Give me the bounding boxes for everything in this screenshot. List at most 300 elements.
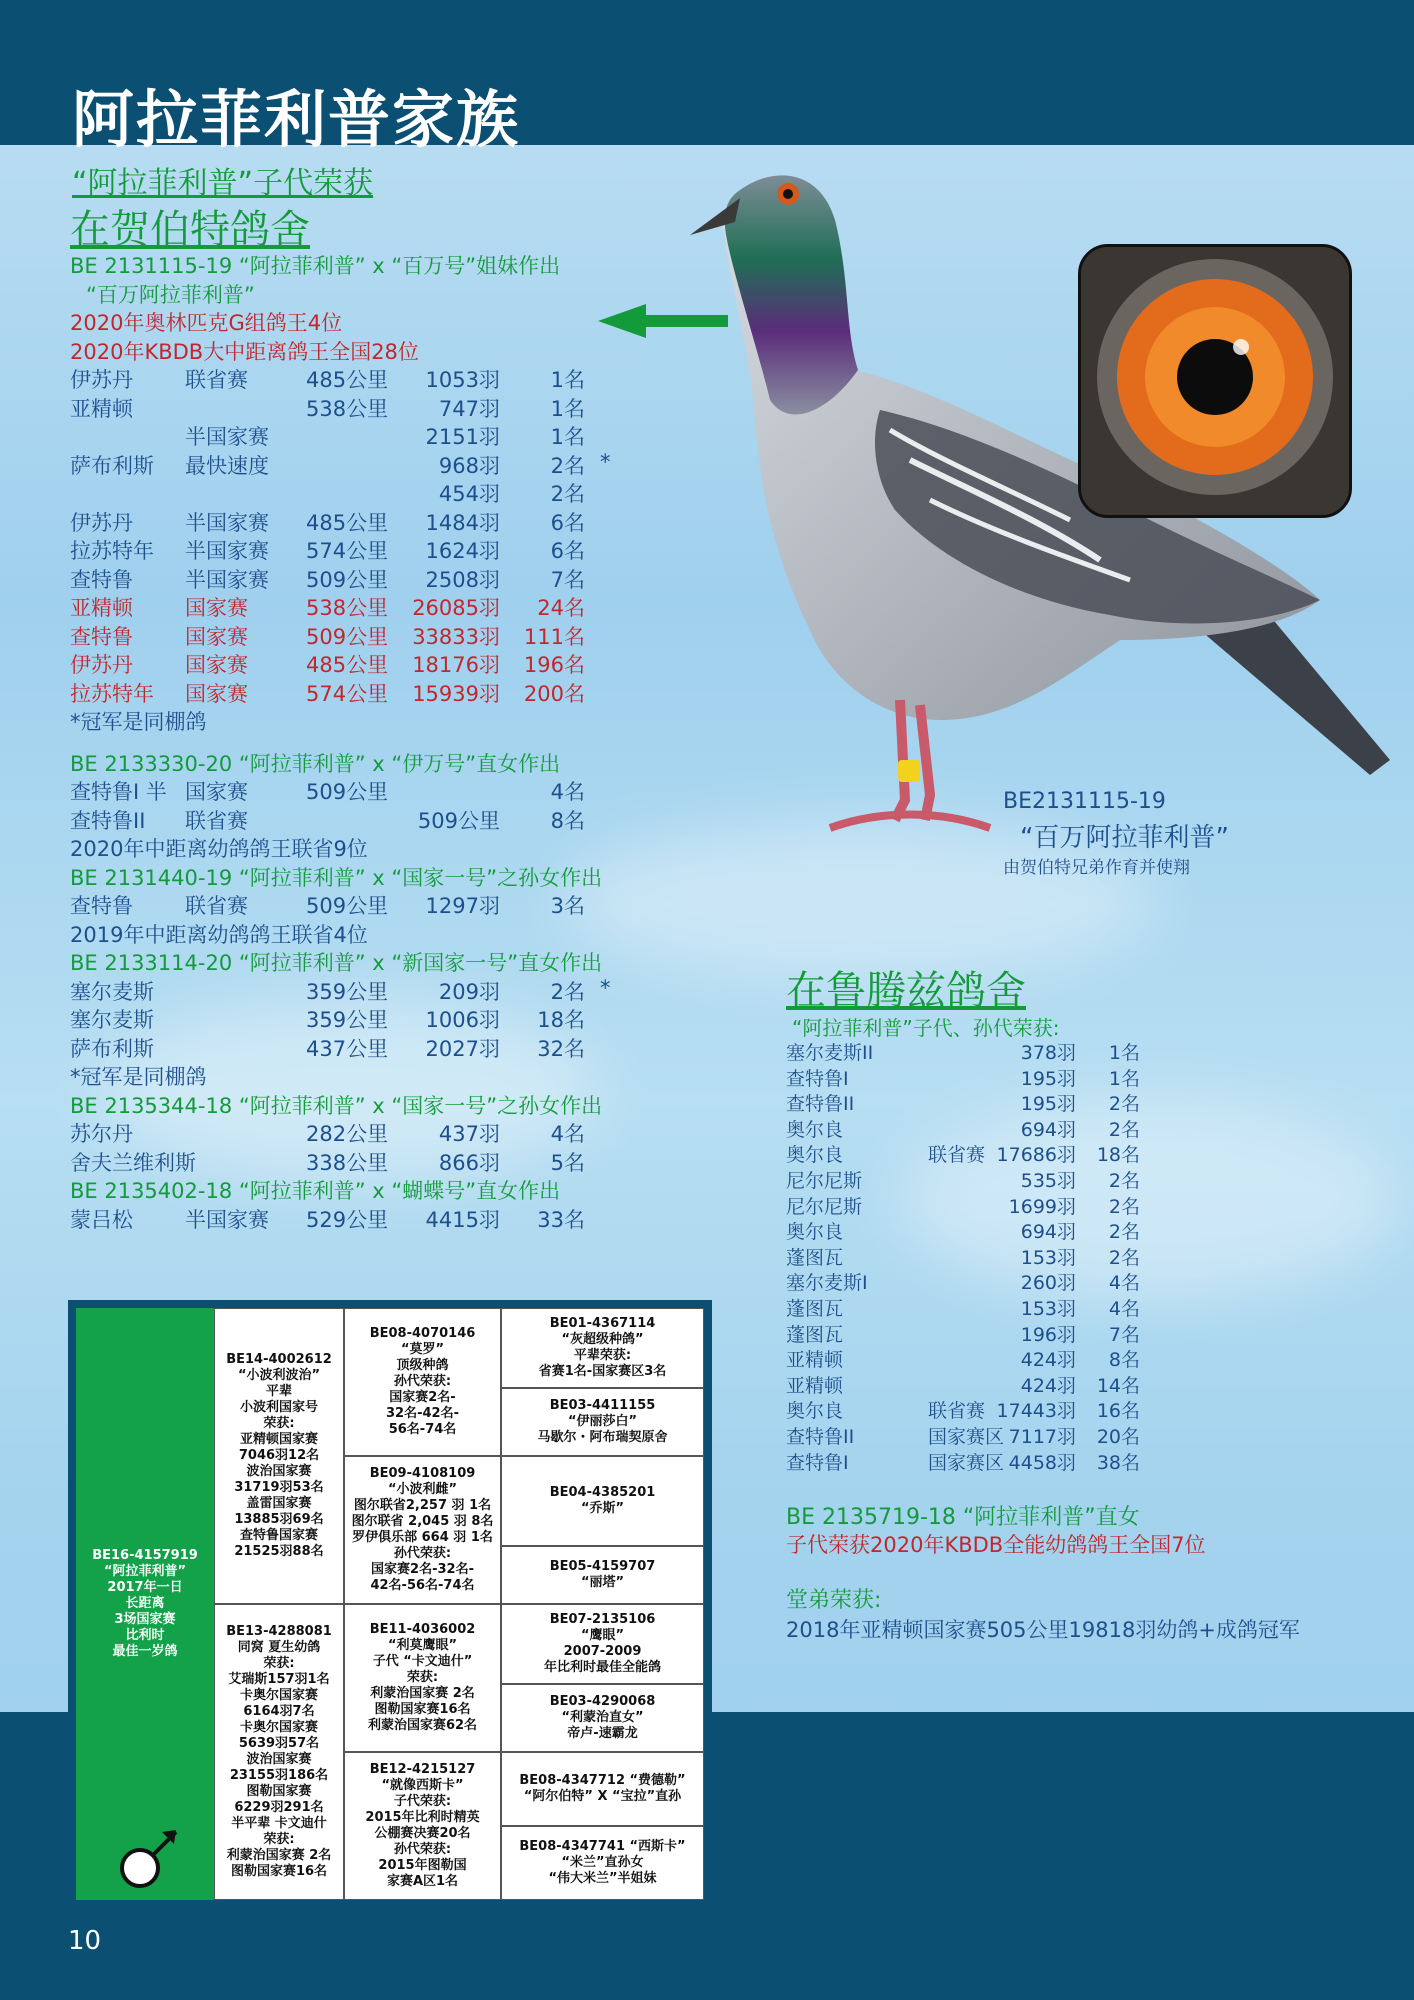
pedigree-line: “莫罗” [400,1342,445,1357]
result-cell: 359公里 [306,979,389,1004]
loft-result-cell: 联省赛 [928,1144,986,1167]
loft-result-cell: 4458羽 [1008,1451,1076,1474]
loft-result-cell: 38名 [1096,1451,1140,1474]
result-row [70,976,630,1004]
pedigree-line: 荣获: [263,1832,295,1847]
loft-result-row [786,1422,1186,1447]
result-cell: 1484羽 [425,510,500,535]
pedigree-line: 图勒国家赛 [246,1784,312,1799]
loft-result-cell: 查特鲁II [786,1426,855,1448]
result-cell: 538公里 [306,596,389,620]
result-row [70,450,630,478]
loft-result-cell: 16名 [1096,1400,1140,1423]
result-row [70,776,630,804]
result-cell: 1006羽 [425,1008,500,1032]
pedigree-line: “米兰”直孙女 [561,1855,644,1870]
loft-result-cell: 378羽 [1020,1042,1076,1064]
result-cell: 1名 [550,396,585,421]
result-row [70,649,630,677]
result-cell: 亚精顿 [70,596,133,620]
pedigree-line: “伟大米兰”半姐妹 [548,1871,657,1886]
result-cell: 574公里 [306,539,389,563]
page-title: 阿拉菲利普家族 [72,83,521,156]
result-cell: 6名 [550,510,585,535]
result-cell: 200名 [523,681,585,706]
result-cell: 968羽 [438,453,500,478]
pedigree-line: 罗伊俱乐部 664 羽 1名 [352,1530,493,1545]
pedigree-line: 2017年一日 [107,1580,183,1595]
pedigree-line: 6164羽7名 [243,1704,315,1719]
loft-result-row [786,1448,1186,1473]
result-cell: 485公里 [306,653,389,677]
result-cell: 查特鲁 [70,567,133,592]
result-cell: 1名 [550,425,585,449]
loft-result-row [786,1371,1186,1396]
loft-result-cell: 国家赛区 [928,1426,1005,1448]
pedigree-line: 利蒙治国家赛62名 [367,1718,478,1733]
pedigree-line: BE16-4157919 [92,1548,198,1563]
result-cell: 1053羽 [425,368,500,392]
pedigree-line: 图尔联省 2,045 羽 8名 [351,1514,494,1529]
pigeon-name: “百万阿拉菲利普” [1020,823,1229,853]
pedigree-line: 图勒国家赛16名 [230,1864,328,1879]
pedigree-line: 56名-74名 [388,1422,457,1437]
loft-result-row [786,1243,1186,1268]
pedigree-line: 顶级种鸽 [396,1358,449,1373]
pedigree-line: “利莫鹰眼” [387,1638,458,1653]
result-cell: 485公里 [306,510,389,535]
result-row [70,1033,630,1061]
pedigree-line: 家赛A区1名 [386,1874,459,1889]
result-cell: 1624羽 [425,539,500,563]
result-cell: 伊苏丹 [70,653,133,677]
result-cell: 33833羽 [412,624,500,649]
result-cell: 509公里 [306,624,389,649]
pedigree-sire-sire [344,1308,501,1456]
result-cell: 338公里 [306,1150,389,1175]
pedigree-line: 孙代荣获: [393,1842,452,1857]
result-cell: 3名 [550,894,585,918]
result-cell: 国家赛 [185,681,248,706]
result-cell: 538公里 [306,396,389,421]
pedigree-line: 波治国家赛 [246,1752,312,1767]
pedigree-line: 马歇尔・阿布瑞契原舍 [537,1430,668,1445]
result-cell: 萨布利斯 [70,453,154,478]
pedigree-line: 孙代荣获: [393,1546,452,1561]
loft-result-cell: 424羽 [1020,1349,1076,1372]
result-cell: 509公里 [417,808,500,833]
pedigree-line: 孙代荣获: [393,1374,452,1389]
pedigree-line: “阿尔伯特” X “宝拉”直孙 [523,1789,682,1804]
pedigree-line: 荣获: [263,1656,295,1671]
pedigree-dam-dam [344,1752,501,1900]
result-cell: 8名 [550,808,585,833]
loft-result-row [786,1396,1186,1421]
result-cell: 联省赛 [185,894,248,918]
loft-result-cell: 153羽 [1020,1246,1076,1269]
result-row [70,1147,630,1175]
result-cell: 509公里 [306,894,389,918]
loft-result-row [786,1064,1186,1089]
loft-result-cell: 国家赛区 [928,1451,1005,1474]
pedigree-line: 查特鲁国家赛 [239,1528,318,1543]
result-row [70,678,630,706]
pedigree-chart [68,1300,712,1908]
pedigree-line: “丽塔” [580,1575,625,1590]
pedigree-line: 图勒国家赛16名 [374,1702,471,1717]
loft-result-cell: 奥尔良 [786,1400,844,1423]
loft-result-cell: 蓬图瓦 [786,1323,844,1346]
loft-result-cell: 2名 [1108,1170,1140,1192]
result-cell: 18名 [537,1008,585,1032]
result-row [70,364,630,392]
result-cell: 半国家赛 [185,425,269,449]
left-loft-title: 在贺伯特鸽舍 [70,207,310,253]
pedigree-line: 2015年图勒国 [378,1858,467,1873]
pedigree-line: 盖雷国家赛 [246,1496,312,1511]
pedigree-line: 卡奥尔国家赛 [239,1688,318,1703]
result-cell: 111名 [523,624,585,649]
pedigree-line: 长距离 [125,1596,165,1611]
pedigree-line: 图尔联省2,257 羽 1名 [353,1498,492,1513]
result-cell: 509公里 [306,567,389,592]
pedigree-line: 艾瑞斯157羽1名 [228,1672,330,1687]
loft-result-cell: 查特鲁I [786,1451,849,1474]
pedigree-line: 同窝 夏生幼鸽 [237,1640,321,1655]
pedigree-line: 比利时 [125,1628,165,1643]
pedigree-line: BE13-4288081 [226,1624,332,1639]
pedigree-line: 7046羽12名 [238,1448,320,1463]
result-cell: 485公里 [306,368,389,392]
result-cell: 4名 [550,1122,585,1146]
pedigree-line: 国家赛2名- [389,1390,456,1405]
result-cell: 4415羽 [425,1207,500,1232]
group-header: BE 2133114-20 “阿拉菲利普” x “新国家一号”直女作出 [70,951,603,975]
result-cell: 国家赛 [185,624,248,649]
highlight-line: 2020年KBDB大中距离鸽王全国28位 [70,339,419,364]
result-row [70,535,630,563]
result-row [70,805,630,833]
result-cell: 塞尔麦斯 [70,1008,154,1032]
loft-result-cell: 尼尔尼斯 [786,1195,863,1218]
pedigree-line: BE11-4036002 [369,1622,476,1637]
cousin-title: 堂弟荣获: [786,1588,882,1613]
loft-result-row [786,1320,1186,1345]
loft-result-cell: 18名 [1096,1144,1140,1167]
loft-result-row [786,1268,1186,1293]
pedigree-ggp-4 [501,1546,704,1604]
highlight-line: 2020年奥林匹克G组鸽王4位 [70,311,343,335]
loft-result-cell: 17686羽 [996,1144,1076,1167]
result-cell: 1名 [550,368,585,392]
result-cell: 蒙吕松 [70,1207,133,1232]
pedigree-sire [214,1308,344,1604]
daughter-title: BE 2135719-18 “阿拉菲利普”直女 [786,1505,1140,1530]
result-row [70,1118,630,1146]
pedigree-line: 公棚赛决赛20名 [374,1826,471,1841]
pedigree-line: BE03-4411155 [549,1398,656,1413]
pedigree-line: 平辈荣获: [573,1348,632,1363]
pedigree-line: 5639羽57名 [238,1736,320,1751]
result-cell: 6名 [550,539,585,563]
result-cell: 拉苏特年 [70,681,154,706]
result-cell: 4名 [550,780,585,804]
result-cell: 32名 [537,1036,585,1061]
group-header: BE 2135402-18 “阿拉菲利普” x “蝴蝶号”直女作出 [70,1179,561,1203]
result-cell: 2027羽 [425,1036,500,1061]
pedigree-line: “灰超级种鸽” [561,1332,644,1347]
pigeon-ring: BE2131115-19 [1003,789,1166,814]
result-cell: 574公里 [306,681,389,706]
pedigree-line: BE09-4108109 [369,1466,476,1481]
loft-result-cell: 奥尔良 [786,1144,844,1167]
loft-result-cell: 1名 [1108,1067,1140,1090]
pedigree-line: 子代荣获: [393,1794,452,1809]
result-cell: 查特鲁 [70,624,133,649]
pedigree-line: 利蒙治国家赛 2名 [226,1848,332,1863]
pedigree-line: BE12-4215127 [369,1762,476,1777]
pedigree-line: BE04-4385201 [549,1485,656,1500]
pedigree-line: 42名-56名-74名 [370,1578,475,1593]
pedigree-line: BE05-4159707 [549,1559,656,1574]
loft-result-cell: 亚精顿 [786,1349,844,1372]
result-row [70,1004,630,1032]
result-cell: 437公里 [306,1036,389,1061]
pedigree-line: “利蒙治直女” [561,1710,644,1725]
loft-result-row [786,1089,1186,1114]
pedigree-line: 子代 “卡文迪什” [372,1654,473,1669]
pedigree-ggp-7 [501,1752,704,1826]
pedigree-line: 利蒙治国家赛 2名 [370,1686,475,1701]
loft-result-cell: 奥尔良 [786,1221,844,1244]
result-cell: 国家赛 [185,596,248,620]
pedigree-line: “就像西斯卡” [381,1778,464,1793]
loft-result-cell: 奥尔良 [786,1118,844,1141]
pedigree-line: 3场国家赛 [114,1612,176,1627]
loft-result-cell: 694羽 [1020,1118,1076,1141]
pedigree-line: “伊丽莎白” [567,1414,638,1429]
result-row [70,621,630,649]
result-row [70,564,630,592]
loft-result-cell: 塞尔麦斯II [786,1042,874,1064]
pedigree-ggp-5 [501,1604,704,1684]
result-row [70,421,630,449]
pedigree-line: 省赛1名-国家赛区3名 [538,1364,667,1379]
pedigree-root [76,1308,214,1900]
result-cell: 2名 [550,979,585,1004]
loft-result-cell: 424羽 [1020,1374,1076,1397]
result-cell: 282公里 [306,1122,389,1146]
title-note: 2020年中距离幼鸽鸽王联省9位 [70,837,368,861]
result-cell: 359公里 [306,1008,389,1032]
result-cell: * [600,975,611,1000]
pedigree-line: “乔斯” [580,1501,625,1516]
loft-result-cell: 2名 [1108,1118,1140,1141]
result-cell: 5名 [550,1150,585,1175]
loft-result-cell: 195羽 [1020,1067,1076,1090]
loft-result-cell: 尼尔尼斯 [786,1170,863,1192]
pedigree-line: BE07-2135106 [549,1612,656,1627]
pedigree-line: 23155羽186名 [229,1768,329,1783]
result-cell: 15939羽 [412,681,500,706]
pedigree-dam-sire [344,1604,501,1752]
pedigree-line: 卡奥尔国家赛 [239,1720,318,1735]
pedigree-line: “鹰眼” [580,1628,625,1643]
highlight-line: “百万阿拉菲利普” [86,282,255,307]
pedigree-line: 32名-42名- [386,1406,459,1421]
loft-result-cell: 17443羽 [996,1400,1076,1423]
pedigree-line: 年比利时最佳全能鸽 [543,1660,661,1675]
pedigree-line: “小波利波治” [237,1368,321,1383]
left-subtitle: “阿拉菲利普”子代荣获 [72,166,374,201]
loft-result-cell: 20名 [1096,1426,1140,1448]
result-cell: 509公里 [306,780,389,804]
pedigree-ggp-6 [501,1684,704,1752]
loft-result-cell: 2名 [1108,1093,1140,1116]
result-cell: 2151羽 [425,425,500,449]
result-cell: 1297羽 [425,894,500,918]
pedigree-line: BE08-4347741 “西斯卡” [519,1839,686,1854]
right-loft-title: 在鲁腾兹鸽舍 [786,968,1026,1014]
loft-result-cell: 蓬图瓦 [786,1298,844,1320]
result-cell: 2名 [550,482,585,506]
result-cell: 24名 [537,596,585,620]
result-cell: 查特鲁I 半 [70,780,167,804]
loft-result-cell: 2名 [1108,1195,1140,1218]
pedigree-line: “阿拉菲利普” [103,1564,187,1579]
result-cell: 查特鲁II [70,808,146,833]
footnote: *冠军是同棚鸽 [70,1065,207,1089]
pedigree-line: 亚精顿国家赛 [239,1432,318,1447]
pedigree-dam [214,1604,344,1900]
pedigree-line: 波治国家赛 [246,1464,312,1479]
loft-result-cell: 查特鲁II [786,1093,855,1116]
pedigree-line: “小波利雌” [387,1482,458,1497]
pedigree-line: 6229羽291名 [234,1800,324,1815]
loft-result-row [786,1294,1186,1319]
result-cell: 国家赛 [185,780,248,804]
result-cell: 18176羽 [412,653,500,677]
pedigree-line: BE08-4347712 “费德勒” [519,1773,686,1788]
result-row [70,393,630,421]
result-cell: 伊苏丹 [70,510,133,535]
pedigree-line: BE03-4290068 [549,1694,656,1709]
result-cell: 半国家赛 [185,567,269,592]
result-cell: 舍夫兰维利斯 [70,1150,196,1175]
loft-result-row [786,1217,1186,1242]
group-header: BE 2133330-20 “阿拉菲利普” x “伊万号”直女作出 [70,751,561,776]
result-cell: 209羽 [438,979,500,1004]
result-cell: 7名 [550,567,585,592]
loft-result-cell: 2名 [1108,1221,1140,1244]
pedigree-ggp-3 [501,1456,704,1546]
pedigree-ggp-8 [501,1826,704,1900]
loft-result-cell: 查特鲁I [786,1067,849,1090]
pigeon-breeder: 由贺伯特兄弟作育并使翔 [1003,858,1190,878]
loft-result-cell: 14名 [1096,1374,1140,1397]
result-cell: 苏尔丹 [70,1122,133,1146]
result-cell: 2508羽 [425,567,500,592]
result-cell: 萨布利斯 [70,1036,154,1061]
result-cell: 437羽 [438,1122,500,1146]
loft-result-cell: 亚精顿 [786,1374,844,1397]
loft-result-row [786,1345,1186,1370]
result-cell: 2名 [550,453,585,478]
cousin-text: 2018年亚精顿国家赛505公里19818羽幼鸽+成鸽冠军 [786,1618,1300,1642]
group-header: BE 2131440-19 “阿拉菲利普” x “国家一号”之孙女作出 [70,865,603,890]
page-number: 10 [68,1926,102,1956]
result-cell: 查特鲁 [70,894,133,918]
pedigree-ggp-2 [501,1388,704,1456]
group-header: BE 2135344-18 “阿拉菲利普” x “国家一号”之孙女作出 [70,1093,603,1118]
result-row [70,1204,630,1232]
result-cell: 196名 [523,653,585,677]
result-row [70,890,630,918]
pedigree-line: 最佳一岁鸽 [112,1644,178,1659]
loft-result-cell: 联省赛 [928,1400,986,1423]
loft-result-cell: 1名 [1108,1042,1140,1064]
loft-result-row [786,1166,1186,1191]
loft-result-cell: 535羽 [1020,1170,1076,1192]
result-cell: 塞尔麦斯 [70,979,154,1004]
right-intro: “阿拉菲利普”子代、孙代荣获: [792,1016,1060,1040]
result-cell: 866羽 [438,1150,500,1175]
loft-result-cell: 塞尔麦斯I [786,1272,868,1295]
loft-result-cell: 153羽 [1020,1298,1076,1320]
pedigree-line: BE01-4367114 [549,1316,656,1331]
loft-result-cell: 7117羽 [1008,1426,1076,1448]
result-cell: 747羽 [438,396,500,421]
loft-result-cell: 蓬图瓦 [786,1246,844,1269]
loft-result-cell: 8名 [1108,1349,1140,1372]
pedigree-line: 2015年比利时精英 [365,1810,480,1825]
footnote: *冠军是同棚鸽 [70,710,207,734]
loft-result-cell: 4名 [1108,1298,1140,1320]
loft-result-cell: 4名 [1108,1272,1140,1295]
result-row [70,507,630,535]
result-cell: 454羽 [438,482,500,506]
pedigree-line: 国家赛2名-32名- [371,1562,474,1577]
loft-result-cell: 196羽 [1020,1323,1076,1346]
result-cell: 联省赛 [185,808,248,833]
loft-result-cell: 195羽 [1020,1093,1076,1116]
pedigree-line: 荣获: [406,1670,439,1685]
loft-result-row [786,1140,1186,1165]
pedigree-line: 小波利国家号 [239,1400,318,1415]
male-symbol-icon [118,1828,182,1888]
result-cell: 半国家赛 [185,510,269,535]
result-cell: 拉苏特年 [70,539,154,563]
result-cell: * [600,449,611,474]
result-cell: 半国家赛 [185,539,269,563]
pedigree-line: BE14-4002612 [226,1352,332,1367]
loft-result-cell: 694羽 [1020,1221,1076,1244]
title-note: 2019年中距离幼鸽鸽王联省4位 [70,922,368,947]
daughter-note: 子代荣获2020年KBDB全能幼鸽鸽王全国7位 [786,1533,1206,1557]
pedigree-line: 21525羽88名 [234,1544,324,1559]
result-cell: 联省赛 [185,368,248,392]
pedigree-ggp-1 [501,1308,704,1388]
result-cell: 最快速度 [185,453,269,478]
loft-result-cell: 1699羽 [1008,1195,1076,1218]
pigeon-eye-image [1078,244,1352,518]
result-cell: 伊苏丹 [70,368,133,392]
result-cell: 529公里 [306,1207,389,1232]
loft-result-cell: 7名 [1108,1323,1140,1346]
pedigree-line: 平辈 [265,1384,292,1399]
result-row [70,592,630,620]
result-cell: 33名 [537,1207,585,1232]
